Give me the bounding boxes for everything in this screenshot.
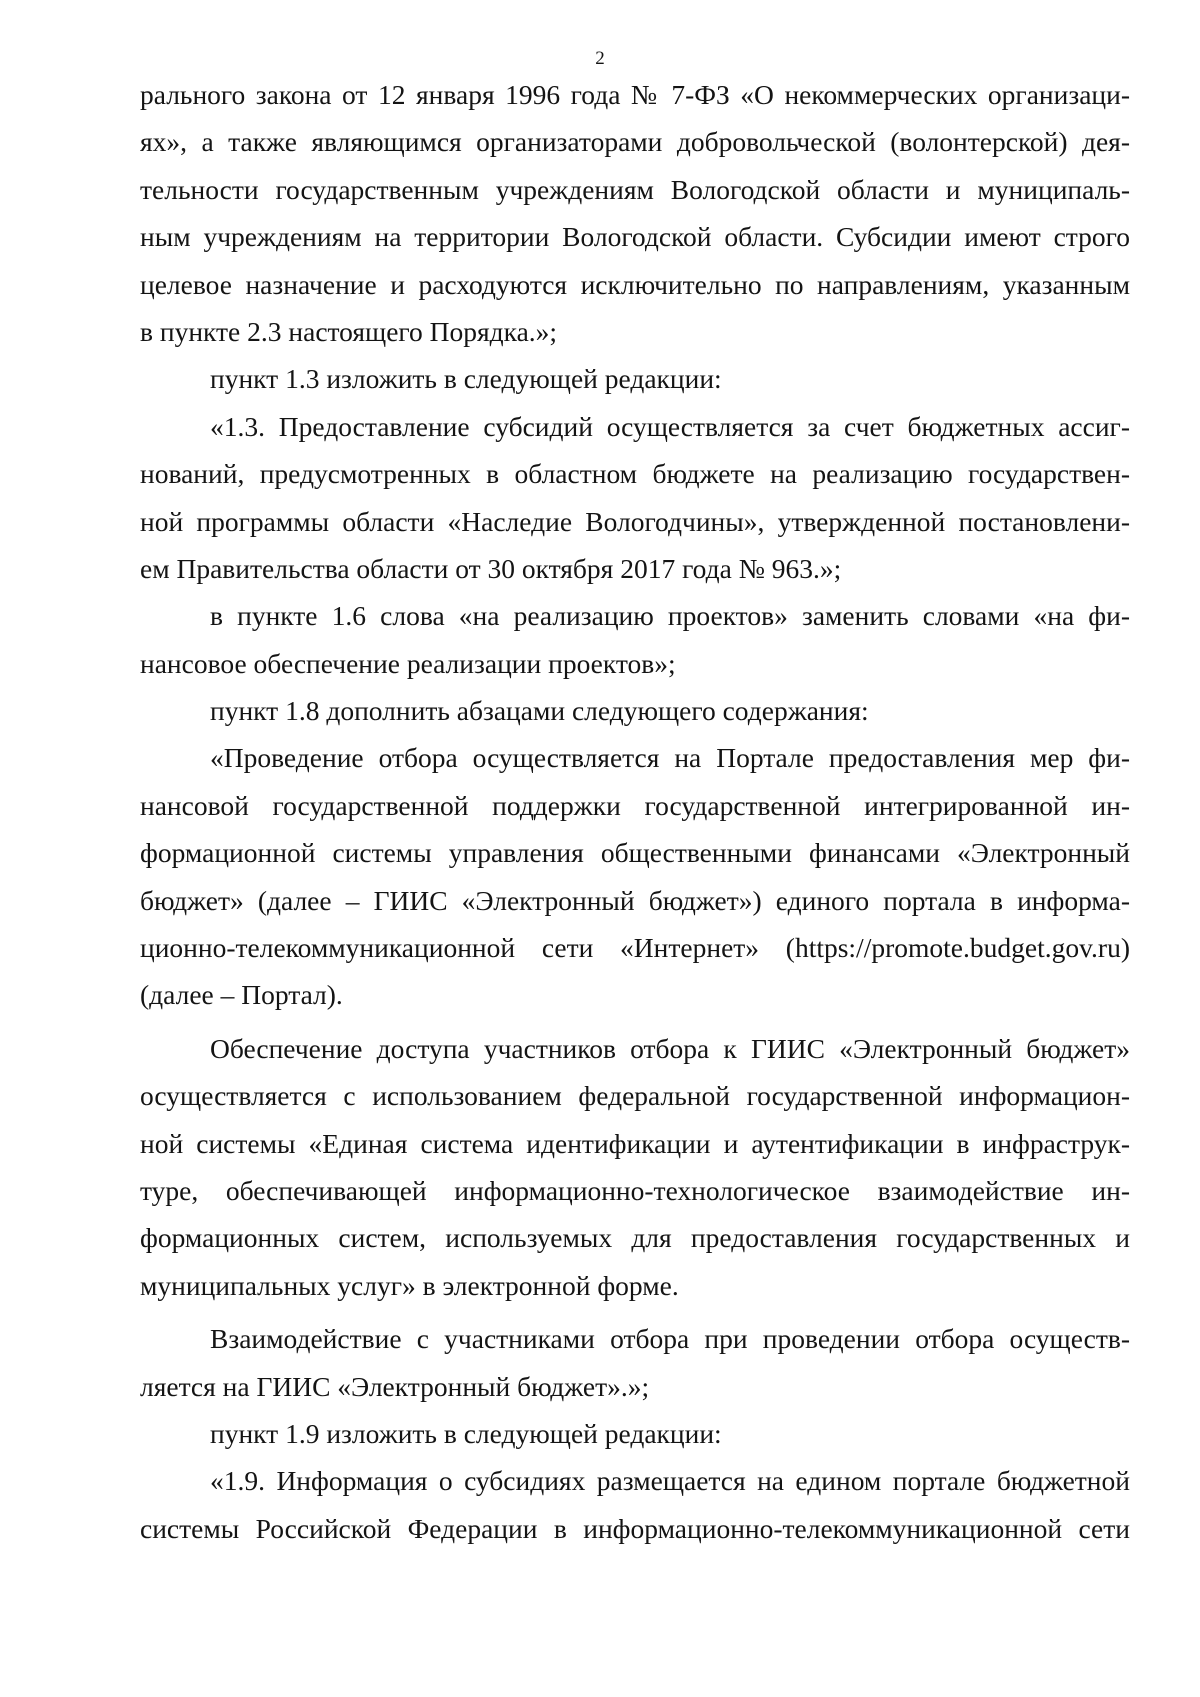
text-line: формационных систем, используемых для предоставления государственных и — [140, 1222, 1130, 1254]
text-line: тельности государственным учреждениям Вологодской области и муниципаль- — [140, 173, 1130, 205]
text-line: Обеспечение доступа участников отбора к ГИИС «Электронный бюджет» — [210, 1032, 1130, 1064]
text-line: рального закона от 12 января 1996 года № 7-ФЗ «О некоммерческих организаци- — [140, 79, 1130, 110]
text-line: «1.9. Информация о субсидиях размещается на едином портале бюджетной — [210, 1465, 1130, 1497]
text-line: нований, предусмотренных в областном бюджете на реализацию государствен- — [140, 458, 1130, 490]
text-line: нансовое обеспечение реализации проектов»; — [140, 647, 676, 679]
text-line: формационной системы управления общественными финансами «Электронный — [140, 837, 1130, 869]
text-line: ляется на ГИИС «Электронный бюджет».»; — [140, 1370, 650, 1402]
text-line: пункт 1.9 изложить в следующей редакции: — [210, 1417, 722, 1449]
text-line: ционно-телекоммуникационной сети «Интернет» (https://promote.budget.gov.ru) — [140, 932, 1130, 964]
text-line: пункт 1.8 дополнить абзацами следующего содержания: — [210, 695, 869, 727]
text-line: системы Российской Федерации в информационно-телекоммуникационной сети — [140, 1512, 1130, 1544]
text-line: ным учреждениям на территории Вологодской области. Субсидии имеют строго — [140, 221, 1130, 253]
text-line: нансовой государственной поддержки государственной интегрированной ин- — [140, 789, 1130, 821]
text-line: ях», а также являющимся организаторами добровольческой (волонтерской) дея- — [140, 126, 1130, 158]
text-line: муниципальных услуг» в электронной форме. — [140, 1269, 679, 1301]
text-line: (далее – Портал). — [140, 979, 343, 1011]
document-body — [140, 71, 1130, 1552]
text-line: туре, обеспечивающей информационно-технологическое взаимодействие ин- — [140, 1174, 1130, 1206]
text-line: пункт 1.3 изложить в следующей редакции: — [210, 363, 722, 395]
page-number: 2 — [595, 48, 605, 69]
text-line: осуществляется с использованием федеральной государственной информацион- — [140, 1080, 1130, 1112]
text-line: бюджет» (далее – ГИИС «Электронный бюджет») единого портала в информа- — [140, 884, 1130, 916]
text-line: ной системы «Единая система идентификации и аутентификации в инфраструк- — [140, 1127, 1130, 1159]
text-line: Взаимодействие с участниками отбора при проведении отбора осуществ- — [210, 1323, 1130, 1355]
text-line: «Проведение отбора осуществляется на Портале предоставления мер фи- — [210, 742, 1130, 774]
text-line: целевое назначение и расходуются исключительно по направлениям, указанным — [140, 268, 1130, 300]
text-line: в пункте 1.6 слова «на реализацию проектов» заменить словами «на фи- — [210, 600, 1130, 632]
text-line: в пункте 2.3 настоящего Порядка.»; — [140, 315, 558, 347]
text-line: ем Правительства области от 30 октября 2017 года № 963.»; — [140, 552, 842, 584]
text-line: ной программы области «Наследие Вологодчины», утвержденной постановлени- — [140, 505, 1130, 537]
text-line: «1.3. Предоставление субсидий осуществляется за счет бюджетных ассиг- — [210, 410, 1130, 442]
